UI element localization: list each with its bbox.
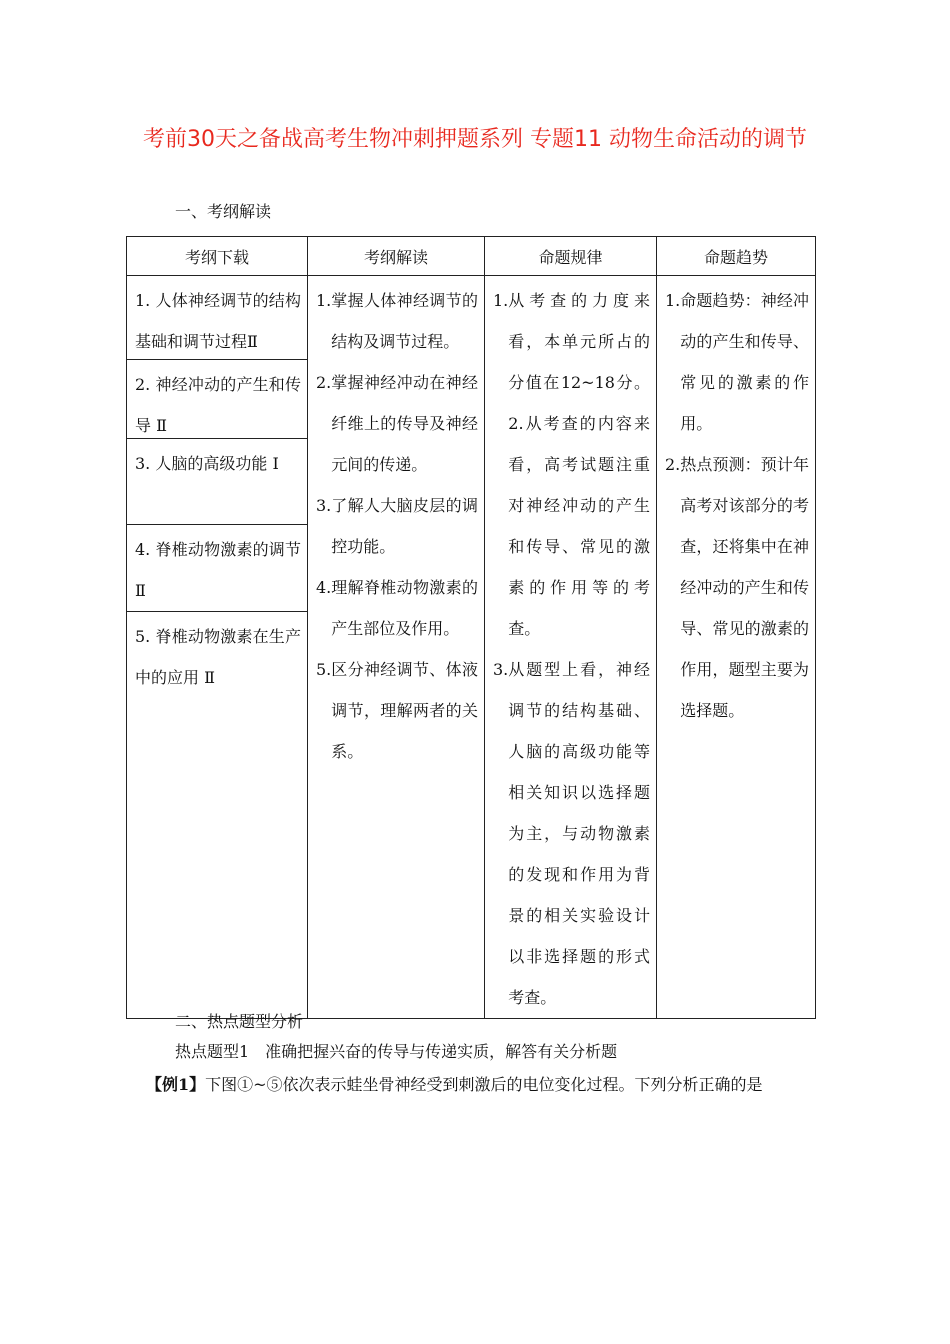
list-item: 3. 从题型上看，神经调节的结构基础、人脑的高级功能等相关知识以选择题为主，与动物激素的发现和作用为背景的相关实验设计以非选择题的形式考查。: [493, 660, 650, 1007]
list-item: 5. 区分神经调节、体液调节，理解两者的关系。: [316, 660, 478, 761]
list-item: 2. 热点预测：预计年高考对该部分的考查，还将集中在神经冲动的产生和传导、常见的激素的作用，题型主要为选择题。: [665, 455, 809, 720]
outline-download-cell: [127, 276, 308, 1019]
document-title: 考前30天之备战高考生物冲刺押题系列 专题11 动物生命活动的调节: [143, 127, 807, 152]
outline-item: 3. 人脑的高级功能 Ⅰ: [127, 439, 307, 525]
outline-item: 5. 脊椎动物激素在生产中的应用 Ⅱ: [135, 627, 301, 687]
list-item: 1. 从考查的力度来看，本单元所占的分值在12~18分。2.从考查的内容来看，高考试题注重对神经冲动的产生和传导、常见的激素的作用等的考查。: [493, 291, 650, 638]
header-outline-interpretation: 考纲解读: [308, 237, 485, 276]
table-header-row: [127, 237, 816, 276]
list-item: 2. 掌握神经冲动在神经纤维上的传导及神经元间的传递。: [316, 373, 478, 474]
section-heading-outline: 一、考纲解读: [175, 202, 272, 221]
outline-item: 1. 人体神经调节的结构基础和调节过程Ⅱ: [127, 276, 307, 360]
list-item: 4. 理解脊椎动物激素的产生部位及作用。: [316, 578, 478, 638]
example-text: 下图①~⑤依次表示蛙坐骨神经受到刺激后的电位变化过程。下列分析正确的是: [205, 1075, 763, 1094]
header-question-pattern: 命题规律: [485, 237, 657, 276]
header-outline-download: 考纲下载: [127, 237, 308, 276]
example-label: 【例1】: [146, 1075, 206, 1094]
list-item: 3. 了解人大脑皮层的调控功能。: [316, 496, 478, 556]
list-item: 1. 掌握人体神经调节的结构及调节过程。: [316, 291, 478, 351]
header-question-trend: 命题趋势: [657, 237, 816, 276]
exam-outline-table: [126, 236, 816, 1019]
pattern-cell: [485, 276, 657, 1019]
outline-item: 2. 神经冲动的产生和传导 Ⅱ: [127, 360, 307, 439]
table-body-row: [127, 276, 816, 1019]
hot-type-heading: 热点题型1 准确把握兴奋的传导与传递实质，解答有关分析题: [175, 1042, 618, 1061]
trend-cell: [657, 276, 816, 1019]
list-item: 1. 命题趋势：神经冲动的产生和传导、常见的激素的作用。: [665, 291, 809, 433]
interpretation-cell: [308, 276, 485, 1019]
outline-item: 4. 脊椎动物激素的调节 Ⅱ: [127, 525, 307, 612]
example-question: [146, 1070, 816, 1100]
section-heading-hot-types: 二、热点题型分析: [175, 1012, 304, 1031]
